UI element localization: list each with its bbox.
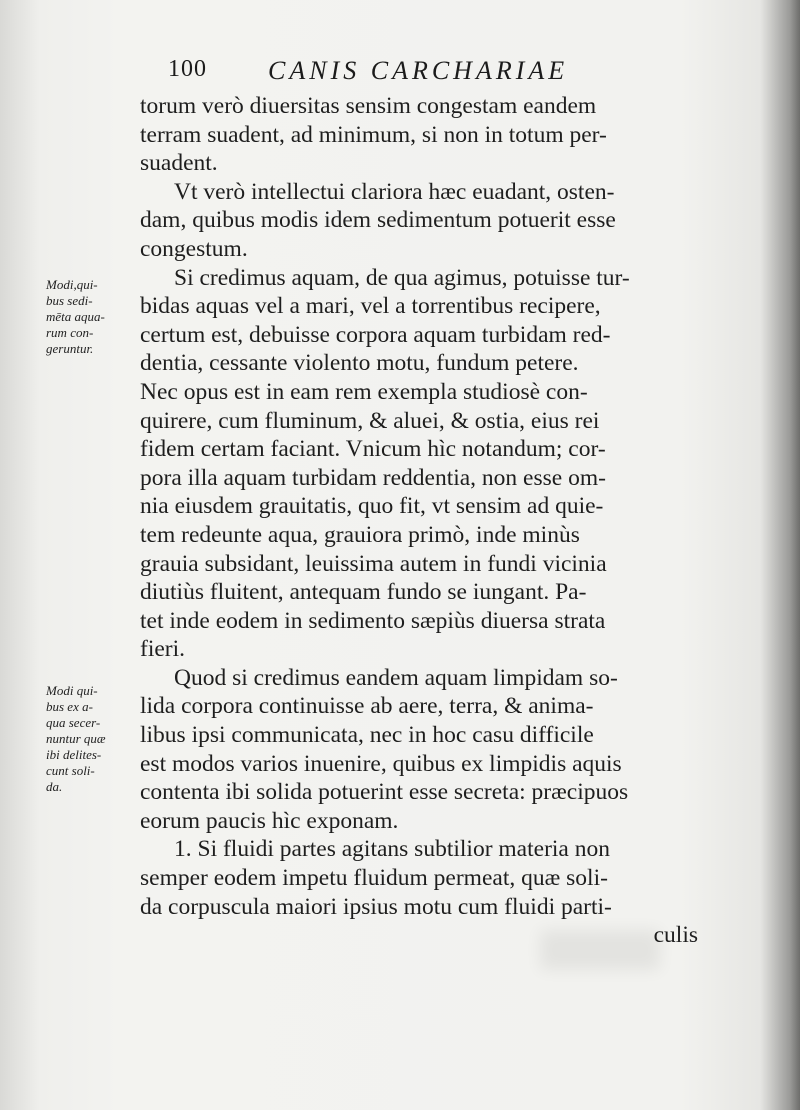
marginal-note bbox=[46, 683, 136, 795]
page-header bbox=[168, 56, 728, 90]
text-line: suadent. bbox=[140, 150, 218, 177]
paragraph-start-line: Si credimus aquam, de qua agimus, potuisse tur- bbox=[174, 264, 630, 291]
marginal-note-line: ibi delites- bbox=[46, 747, 102, 762]
text-line: contenta ibi solida potuerint esse secreta: præcipuos bbox=[140, 779, 629, 806]
marginal-note-line: Modi qui- bbox=[46, 683, 98, 698]
text-line: nia eiusdem grauitatis, quo fit, vt sensim ad quie- bbox=[140, 493, 604, 520]
marginal-note-line: cunt soli- bbox=[46, 763, 95, 778]
text-line: est modos varios inuenire, quibus ex limpidis aquis bbox=[140, 750, 622, 777]
running-title: CANIS CARCHARIAE bbox=[268, 56, 569, 85]
text-line: fidem certam faciant. Vnicum hìc notandum; cor- bbox=[140, 436, 606, 463]
catchword: culis bbox=[653, 922, 698, 949]
marginal-note-line: mēta aqua- bbox=[46, 309, 105, 324]
text-line: tet inde eodem in sedimento sæpiùs diuersa strata bbox=[140, 607, 606, 634]
text-line: tem redeunte aqua, grauiora primò, inde minùs bbox=[140, 521, 580, 548]
text-line: certum est, debuisse corpora aquam turbidam red- bbox=[140, 321, 611, 348]
marginal-note-line: Modi,qui- bbox=[46, 277, 98, 292]
text-line: pora illa aquam turbidam reddentia, non esse om- bbox=[140, 464, 606, 491]
text-line: diutiùs fluitent, antequam fundo se iungant. Pa- bbox=[140, 579, 587, 606]
text-line: torum verò diuersitas sensim congestam eandem bbox=[140, 93, 597, 119]
text-line: grauia subsidant, leuissima autem in fundi vicinia bbox=[140, 550, 607, 577]
text-line: lida corpora continuisse ab aere, terra, & anima- bbox=[140, 693, 594, 720]
text-line: dam, quibus modis idem sedimentum potuerit esse bbox=[140, 207, 616, 234]
text-line: semper eodem impetu fluidum permeat, quæ soli- bbox=[140, 865, 608, 892]
marginal-note-line: nuntur quæ bbox=[46, 731, 106, 746]
body-text bbox=[140, 92, 730, 950]
text-line: da corpuscula maiori ipsius motu cum fluidi parti- bbox=[140, 893, 612, 920]
text-line: Nec opus est in eam rem exempla studiosè con- bbox=[140, 378, 588, 405]
marginal-note bbox=[46, 277, 136, 357]
text-line: quirere, cum fluminum, & aluei, & ostia, eius rei bbox=[140, 407, 600, 434]
text-line: fieri. bbox=[140, 636, 186, 663]
marginal-note-line: rum con- bbox=[46, 325, 94, 340]
paragraph-start-line: Vt verò intellectui clariora hæc euadant, osten- bbox=[174, 178, 615, 205]
marginal-note-line: bus ex a- bbox=[46, 699, 93, 714]
show-through-shadow bbox=[540, 930, 660, 970]
text-line: eorum paucis hìc exponam. bbox=[140, 807, 399, 834]
marginal-note-line: da. bbox=[46, 779, 63, 794]
marginal-note-line: bus sedi- bbox=[46, 293, 93, 308]
text-line: bidas aquas vel a mari, vel a torrentibus recipere, bbox=[140, 293, 601, 320]
marginal-note-line: geruntur. bbox=[46, 341, 94, 356]
paragraph-start-line: 1. Si fluidi partes agitans subtilior materia non bbox=[174, 836, 610, 863]
page-number: 100 bbox=[168, 56, 207, 82]
text-line: dentia, cessante violento motu, fundum petere. bbox=[140, 350, 579, 377]
marginal-note-line: qua secer- bbox=[46, 715, 101, 730]
text-line: congestum. bbox=[140, 235, 248, 262]
text-line: libus ipsi communicata, nec in hoc casu difficile bbox=[140, 722, 594, 749]
paragraph-start-line: Quod si credimus eandem aquam limpidam so- bbox=[174, 664, 618, 691]
text-line: terram suadent, ad minimum, si non in totum per- bbox=[140, 121, 607, 148]
